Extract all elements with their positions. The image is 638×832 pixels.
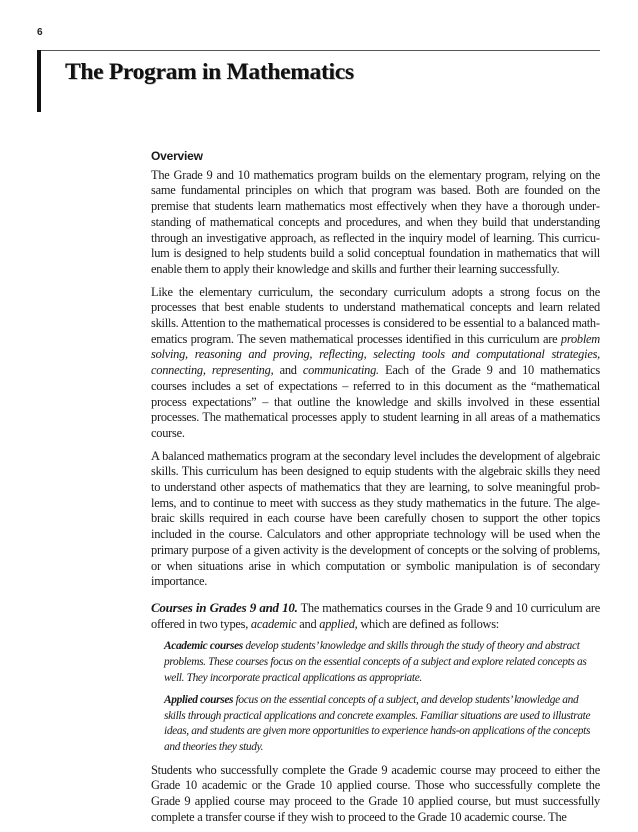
courses-closing-paragraph: Students who successfully complete the Grade 9 academic course may proceed to either the Grade 10 academic or the Grade 10 applied course. Those who successfully complete the Grade 9 applied course may proceed to the Grade 10 applied course, but must successfully complete a transfer course if they wish to proceed to the Grade 10 academic course. The [151, 762, 600, 824]
courses-heading: Courses in Grades 9 and 10. [151, 599, 298, 615]
title-accent-bar [37, 50, 41, 112]
process-communicating: communicating. [302, 363, 379, 378]
page-title: The Program in Mathematics [65, 59, 354, 85]
definition-term-applied: Applied courses [164, 694, 234, 707]
definition-term-academic: Academic courses [164, 640, 243, 653]
page-number: 6 [37, 27, 43, 38]
paragraph-text: Like the elementary curriculum, the secondary curriculum adopts a strong focus on the processes that best enable students to understand mathematical concepts and learn related skills. Attention to the mathematical processes is considered to be essential to a balanced mathematics program. The seven mathematical processes identified in this curriculum are [151, 284, 600, 346]
paragraph-text: which are defined as follows: [357, 616, 499, 631]
definition-text: develop students’ knowledge and skills through the study of theory and abstract problems. These courses focus on the essential concepts of a subject and explore related concepts as well. They incorporate practical applications as appropriate. [164, 640, 587, 684]
course-type-applied: applied, [319, 616, 358, 631]
paragraph-text: and [273, 363, 303, 378]
header-rule [37, 50, 600, 51]
applied-courses-definition [164, 693, 600, 755]
academic-courses-definition [164, 639, 600, 686]
paragraph-text: Each of the Grade 9 and 10 mathematics courses includes a set of expectations – referred to in this document as the “mathematical process expectations” – that outline the knowledge and skills involved in these essential processes. The mathematical processes apply to student learning in all areas of a mathematics course. [151, 363, 601, 440]
course-type-academic: academic [250, 616, 297, 631]
paragraph-text: and [296, 616, 320, 631]
paragraph-text: The mathematics courses in the Grade 9 and 10 curriculum are offered in two types, [151, 600, 600, 631]
overview-paragraph-1: The Grade 9 and 10 mathematics program builds on the elementary program, relying on the same fundamental principles on which that program was based. Both are founded on the premise that students learn mathematics most effectively when they have a thorough understanding of mathematical concepts and procedures, and when they build that understanding through an investigative approach, as reflected in the inquiry model of learning. This curriculum is designed to help students build a solid conceptual foundation in mathematics that will enable them to apply their knowledge and skills and further their learning successfully. [151, 167, 600, 276]
main-content [151, 149, 600, 832]
overview-paragraph-2 [151, 285, 600, 442]
definition-text: focus on the essential concepts of a subject, and develop students’ knowledge and skills through practical applications and concrete examples. Familiar situations are used to illustrate ideas, and students are given more opportunities to experience hands-on applications of the concepts and theories they study. [164, 694, 591, 753]
courses-intro-paragraph [151, 600, 600, 632]
process-list: problem solving, reasoning and proving, reflecting, selecting tools and computational strategies, connecting, representing, [151, 331, 600, 378]
overview-paragraph-3: A balanced mathematics program at the secondary level includes the development of algebraic skills. This curriculum has been designed to equip students with the algebraic skills they need to understand other aspects of mathematics that they are learning, to solve meaningful problems, and to continue to meet with success as they study mathematics in the future. The algebraic skills required in each course have been carefully chosen to support the other topics included in the course. Calculators and other appropriate technology will be used when the primary purpose of a given activity is the development of concepts or the solving of problems, or when situations arise in which computation or symbolic manipulation is of secondary importance. [151, 448, 600, 589]
section-heading-overview: Overview [151, 149, 203, 163]
